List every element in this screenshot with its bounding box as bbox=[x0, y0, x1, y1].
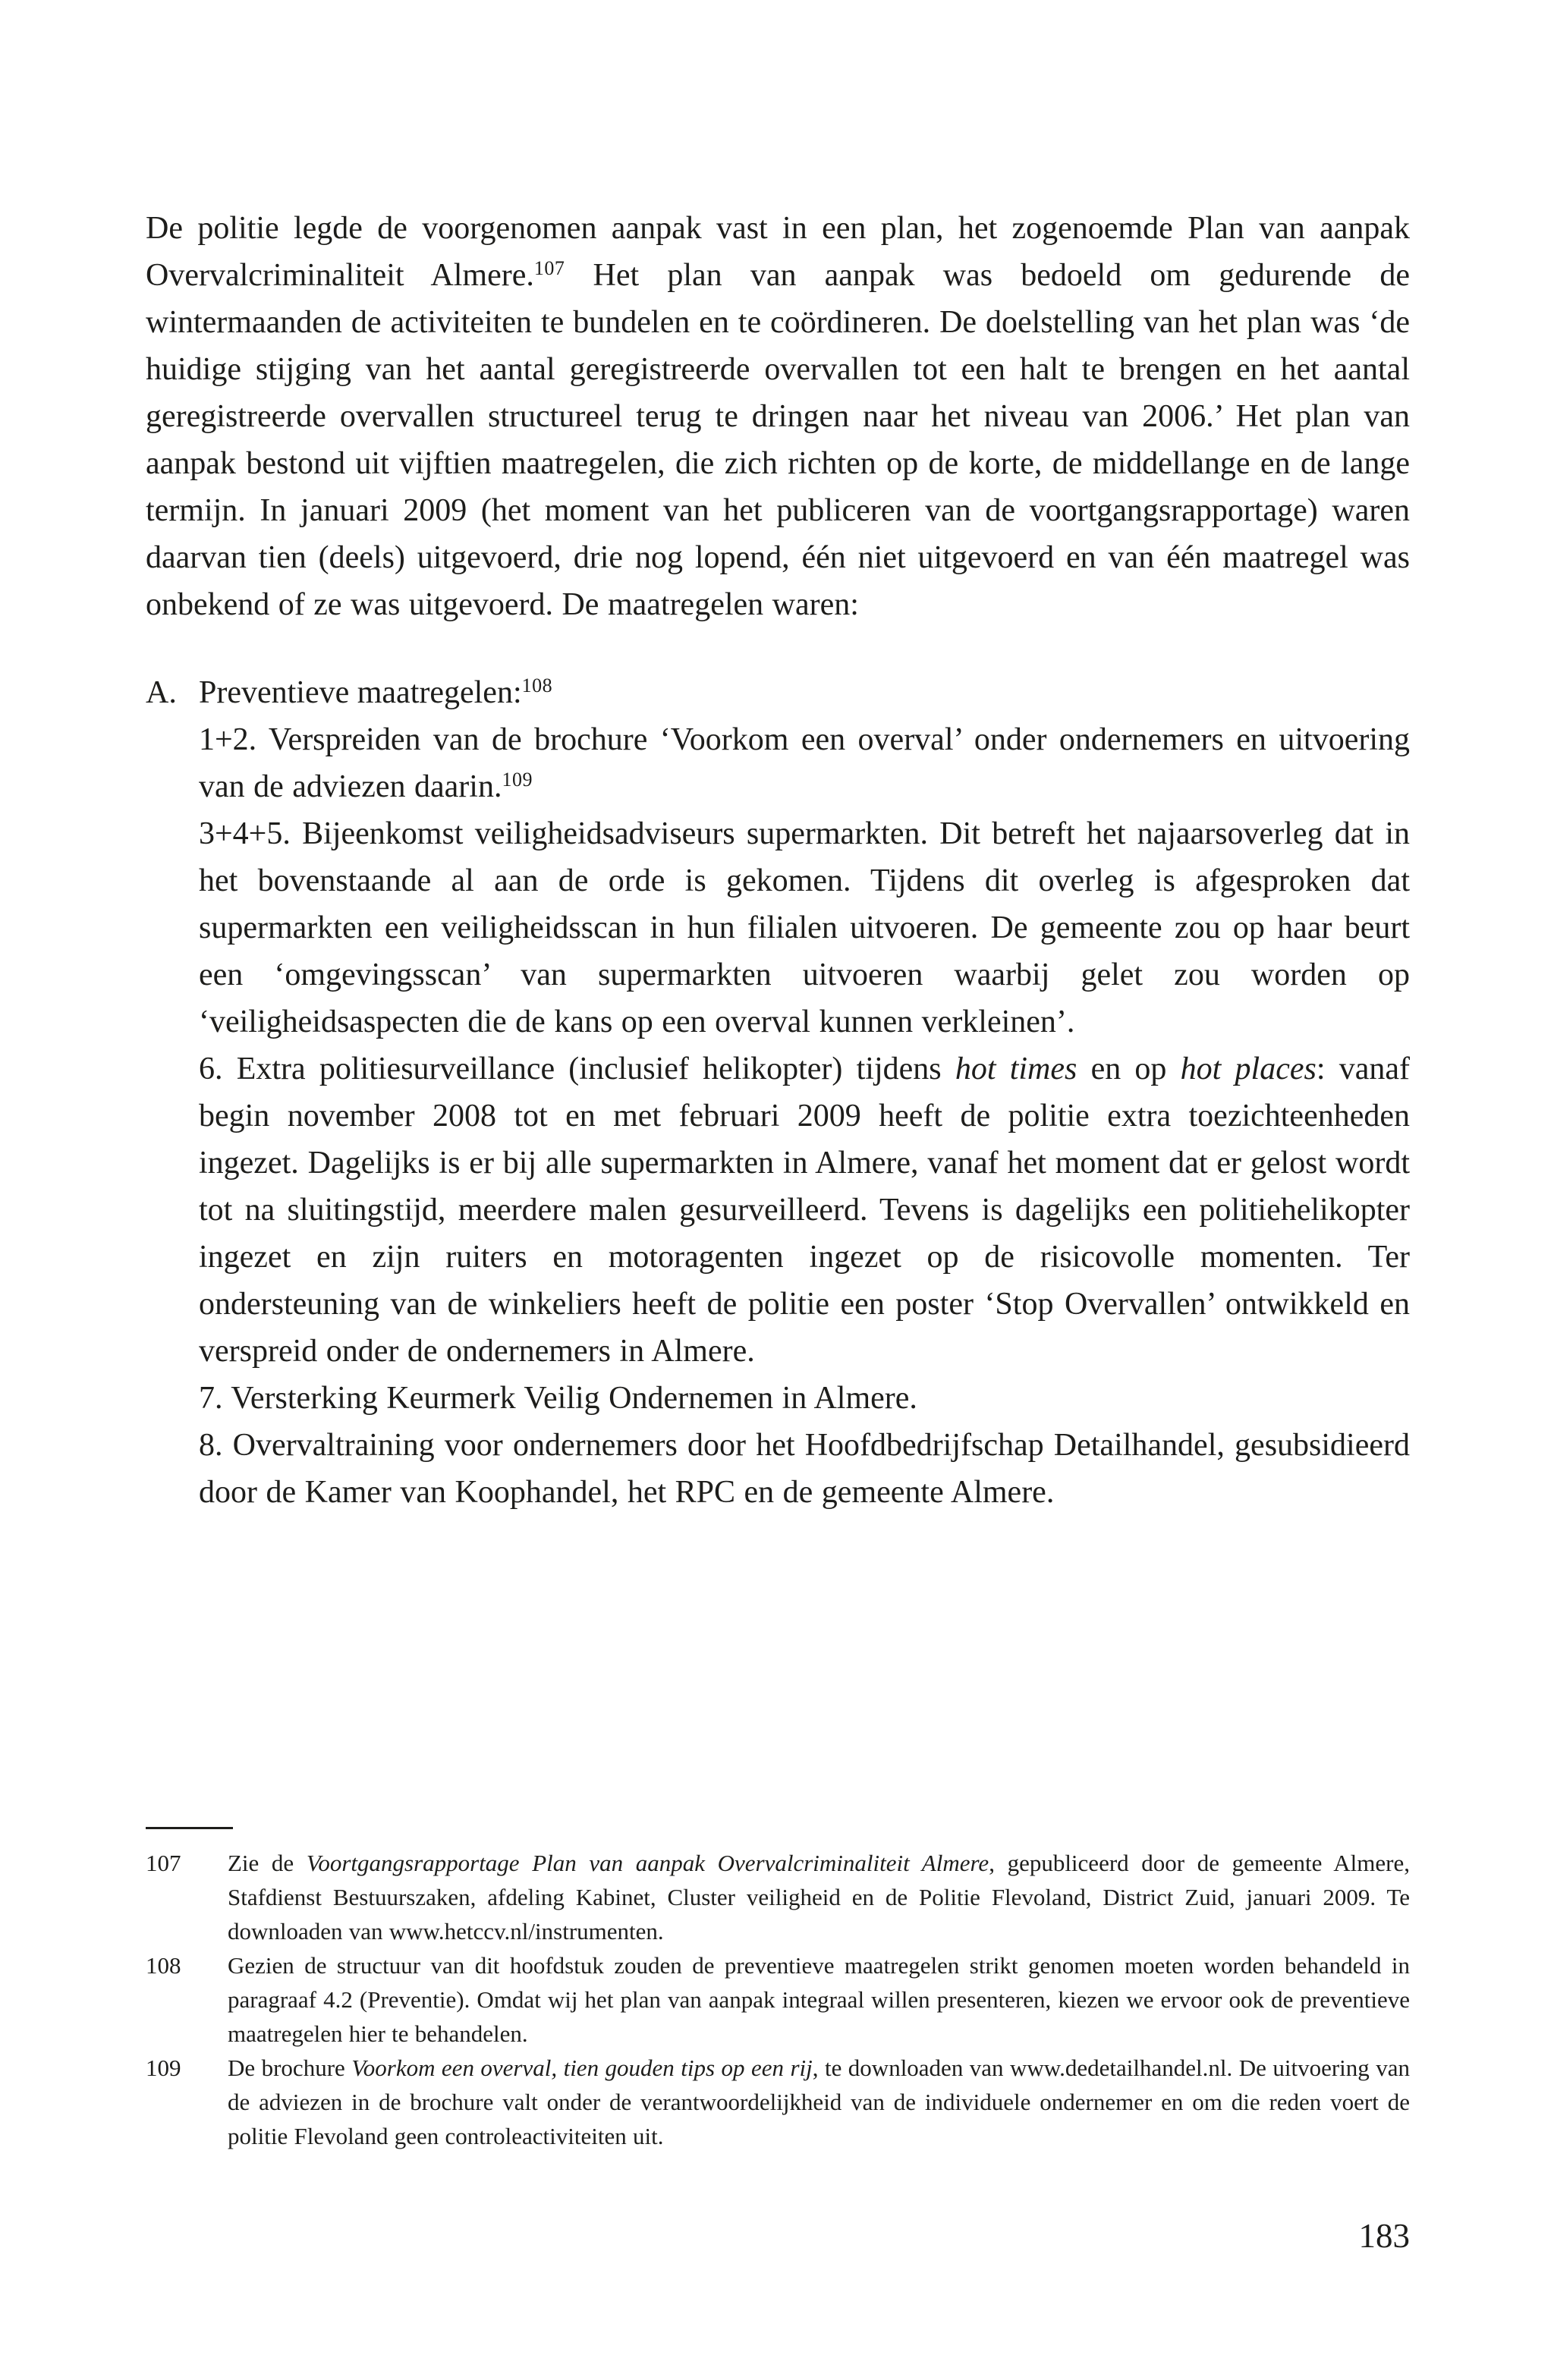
intro-paragraph-text-post: Het plan van aanpak was bedoeld om gedurende de wintermaanden de activiteiten te bundelen en te coördineren. De doelstelling van het plan was ‘de huidige stijging van het aantal geregistreerde overvallen tot een halt te brengen en het aantal geregistreerde overvallen structureel terug te dringen naar het niveau van 2006.’ Het plan van aanpak bestond uit vijftien maatregelen, die zich richten op de korte, de middellange en de lange termijn. In januari 2009 (het moment van het publiceren van de voortgangsrapportage) waren daarvan tien (deels) uitgevoerd, drie nog lopend, één niet uitgevoerd en van één maatregel was onbekend of ze was uitgevoerd. De maatregelen waren: bbox=[146, 258, 1410, 622]
measure-item-6-italic-hot-times: hot times bbox=[955, 1052, 1077, 1086]
measure-item-6-text-post: : vanaf begin november 2008 tot en met februari 2009 heeft de politie extra toezichteenheden ingezet. Dagelijks is er bij alle supermarkten in Almere, vanaf het moment dat er gelost wordt tot na sluitingstijd, meerdere malen gesurveilleerd. Tevens is dagelijks een politiehelikopter ingezet en zijn ruiters en motoragenten ingezet op de risicovolle momenten. Ter ondersteuning van de winkeliers heeft de politie een poster ‘Stop Overvallen’ ontwikkeld en verspreid onder de ondernemers in Almere. bbox=[199, 1052, 1410, 1369]
measures-heading bbox=[146, 669, 1410, 716]
measure-item-6-italic-hot-places: hot places bbox=[1180, 1052, 1316, 1086]
measure-item-7 bbox=[199, 1375, 1410, 1422]
footnote-109-text-post: , te downloaden van www.dedetailhandel.nl. De uitvoering van de adviezen in de brochure valt onder de verantwoordelijkheid van de individuele ondernemer en om die reden voert de politie Flevoland geen controleactiviteiten uit. bbox=[228, 2055, 1410, 2149]
footnote-107 bbox=[146, 1846, 1410, 1948]
footnote-number: 109 bbox=[146, 2055, 181, 2081]
section-heading-text: Preventieve maatregelen: bbox=[199, 675, 522, 710]
measure-item-1-2-text: 1+2. Verspreiden van de brochure ‘Voorkom een overval’ onder ondernemers en uitvoering van de adviezen daarin. bbox=[199, 722, 1410, 804]
measure-item-6 bbox=[199, 1045, 1410, 1375]
page-content bbox=[146, 205, 1410, 1516]
footnote-108-text: Gezien de structuur van dit hoofdstuk zouden de preventieve maatregelen strikt genomen moeten worden behandeld in paragraaf 4.2 (Preventie). Omdat wij het plan van aanpak integraal willen presenteren, kiezen we ervoor ook de preventieve maatregelen hier te behandelen. bbox=[228, 1952, 1410, 2047]
measure-item-3-4-5-text: 3+4+5. Bijeenkomst veiligheidsadviseurs supermarkten. Dit betreft het najaarsoverleg dat in het bovenstaande al aan de orde is gekomen. Tijdens dit overleg is afgesproken dat supermarkten een veiligheidsscan in hun filialen uitvoeren. De gemeente zou op haar beurt een ‘omgevingsscan’ van supermarkten uitvoeren waarbij gelet zou worden op ‘veiligheidsaspecten die de kans op een overval kunnen verkleinen’. bbox=[199, 816, 1410, 1039]
footnote-109-italic-title: Voorkom een overval, tien gouden tips op een rij bbox=[351, 2055, 813, 2081]
footnote-107-text-post: , gepubliceerd door de gemeente Almere, Stafdienst Bestuurszaken, afdeling Kabinet, Cluster veiligheid en de Politie Flevoland, District Zuid, januari 2009. Te downloaden van www.hetccv.nl/instrumenten. bbox=[228, 1850, 1410, 1945]
footnote-109 bbox=[146, 2051, 1410, 2153]
measure-item-8 bbox=[199, 1422, 1410, 1516]
footnote-109-text-pre: De brochure bbox=[228, 2055, 352, 2081]
footnote-divider bbox=[146, 1827, 233, 1829]
measure-item-7-text: 7. Versterking Keurmerk Veilig Ondernemen in Almere. bbox=[199, 1381, 917, 1416]
footnote-ref-108: 108 bbox=[521, 674, 553, 696]
footnote-ref-107: 107 bbox=[533, 256, 565, 279]
footnote-107-text-pre: Zie de bbox=[228, 1850, 307, 1876]
measure-item-8-text: 8. Overvaltraining voor ondernemers door het Hoofdbedrijfschap Detailhandel, gesubsidieerd door de Kamer van Koophandel, het RPC en de gemeente Almere. bbox=[199, 1428, 1410, 1510]
footnote-107-italic-title: Voortgangsrapportage Plan van aanpak Overvalcriminaliteit Almere bbox=[306, 1850, 989, 1876]
page-number: 183 bbox=[1358, 2217, 1410, 2255]
intro-paragraph-text-pre: De politie legde de voorgenomen aanpak vast in een plan, het zogenoemde Plan van aanpak Overvalcriminaliteit Almere. bbox=[146, 211, 1410, 293]
measures-list bbox=[146, 716, 1410, 1516]
footnotes-section bbox=[146, 1827, 1410, 2153]
measures-section bbox=[146, 669, 1410, 1516]
measure-item-3-4-5 bbox=[199, 810, 1410, 1045]
section-label: A. bbox=[146, 675, 177, 710]
measure-item-6-text-pre: 6. Extra politiesurveillance (inclusief helikopter) tijdens bbox=[199, 1052, 955, 1086]
footnote-number: 108 bbox=[146, 1952, 181, 1979]
intro-paragraph bbox=[146, 205, 1410, 628]
footnote-number: 107 bbox=[146, 1850, 181, 1876]
measure-item-6-text-mid: en op bbox=[1077, 1052, 1181, 1086]
footnote-108 bbox=[146, 1948, 1410, 2051]
measure-item-1-2 bbox=[199, 716, 1410, 810]
footnote-ref-109: 109 bbox=[502, 768, 533, 791]
